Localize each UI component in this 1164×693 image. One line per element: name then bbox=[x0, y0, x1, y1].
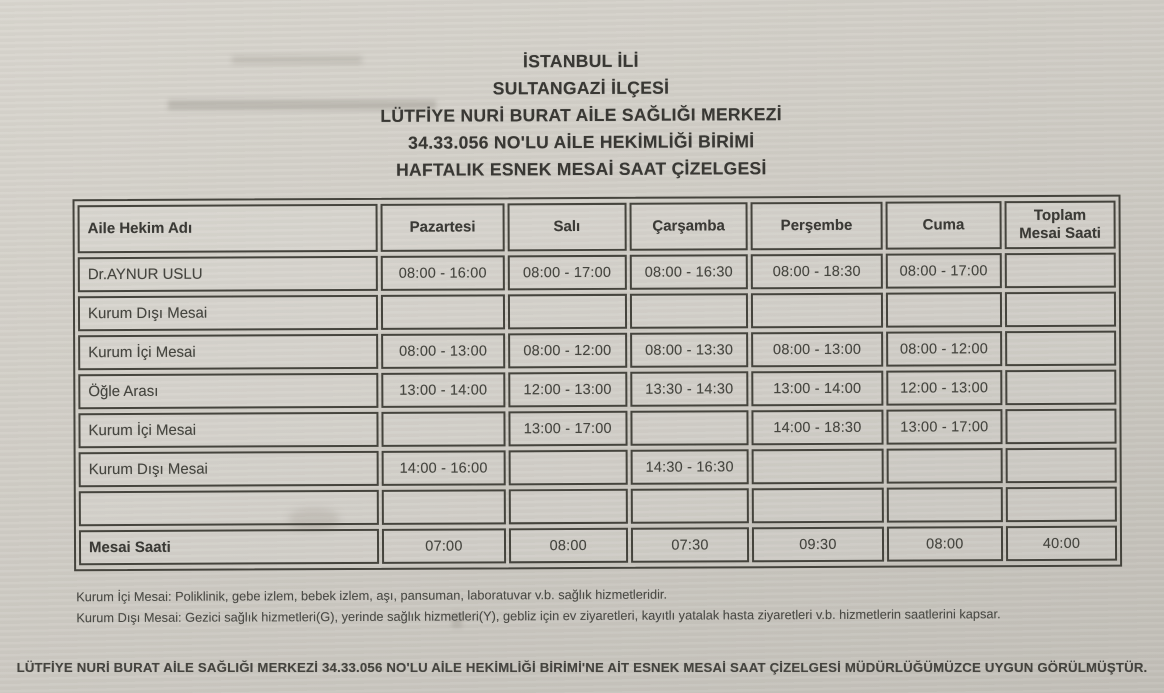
time-cell bbox=[1005, 331, 1116, 366]
row-label: Mesai Saati bbox=[79, 529, 379, 565]
time-cell: 12:00 - 13:00 bbox=[886, 370, 1002, 406]
column-header-total-hours: Toplam Mesai Saati bbox=[1004, 201, 1115, 249]
time-cell bbox=[751, 293, 883, 329]
time-cell: 08:00 - 13:00 bbox=[751, 332, 883, 368]
table-row bbox=[78, 292, 1116, 332]
time-cell: 08:00 - 17:00 bbox=[507, 255, 626, 291]
time-cell: 13:00 - 14:00 bbox=[751, 371, 883, 407]
approval-line: LÜTFİYE NURİ BURAT AİLE SAĞLIĞI MERKEZİ 34.33.056 NO'LU AİLE HEKİMLİĞİ BİRİMİ'NE AİT ESNEK MESAİ SAAT ÇİZELGESİ MÜDÜRLÜĞÜMÜZCE UYGUN GÖRÜLMÜŞTÜR. bbox=[16, 660, 1148, 675]
time-cell bbox=[631, 488, 749, 524]
column-header-monday: Pazartesi bbox=[381, 203, 505, 252]
column-header-tuesday: Salı bbox=[507, 203, 626, 252]
table-row bbox=[78, 370, 1116, 410]
schedule-table-body bbox=[78, 253, 1117, 566]
time-cell bbox=[1005, 409, 1116, 444]
row-label: Kurum İçi Mesai bbox=[78, 412, 378, 448]
table-row bbox=[78, 409, 1116, 449]
time-cell: 09:30 bbox=[752, 527, 884, 563]
row-label: Kurum İçi Mesai bbox=[78, 334, 378, 370]
row-label: Kurum Dışı Mesai bbox=[78, 295, 378, 331]
time-cell bbox=[1005, 292, 1116, 327]
time-cell bbox=[1006, 487, 1117, 522]
time-cell bbox=[508, 450, 627, 486]
time-cell: 08:00 - 16:00 bbox=[381, 255, 505, 291]
time-cell: 08:00 - 18:30 bbox=[751, 254, 883, 290]
row-label bbox=[79, 490, 379, 526]
table-row bbox=[79, 448, 1117, 488]
title-line-district: SULTANGAZİ İLÇESİ bbox=[492, 77, 670, 99]
time-cell bbox=[382, 489, 506, 525]
column-header-wednesday: Çarşamba bbox=[629, 202, 747, 251]
title-line-schedule: HAFTALIK ESNEK MESAİ SAAT ÇİZELGESİ bbox=[396, 158, 767, 180]
footnote-out-institution: Kurum Dışı Mesai: Gezici sağlık hizmetleri(G), yerinde sağlık hizmetleri(Y), gebliz için ev ziyaretleri, kayıtlı yatalak hasta ziyaretleri v.b. hizmetlerin saatlerini kapsar. bbox=[76, 606, 1001, 626]
time-cell: 12:00 - 13:00 bbox=[508, 372, 627, 408]
time-cell: 08:00 - 16:30 bbox=[630, 254, 748, 290]
column-header-doctor-name: Aile Hekim Adı bbox=[78, 204, 378, 253]
time-cell: 14:00 - 16:00 bbox=[382, 450, 506, 486]
time-cell bbox=[886, 487, 1002, 523]
time-cell: 08:00 bbox=[509, 528, 628, 564]
table-row bbox=[78, 253, 1116, 293]
time-cell: 08:00 - 17:00 bbox=[885, 253, 1001, 289]
time-cell bbox=[630, 410, 748, 446]
time-cell bbox=[1006, 448, 1117, 483]
time-cell: 08:00 - 13:30 bbox=[630, 332, 748, 368]
time-cell bbox=[382, 411, 506, 447]
column-header-friday: Cuma bbox=[885, 201, 1001, 250]
table-row bbox=[79, 487, 1117, 527]
time-cell bbox=[508, 489, 627, 525]
title-line-unit: 34.33.056 NO'LU AİLE HEKİMLİĞİ BİRİMİ bbox=[408, 131, 755, 153]
time-cell: 13:00 - 17:00 bbox=[508, 411, 627, 447]
footnotes bbox=[76, 581, 1164, 628]
row-label: Kurum Dışı Mesai bbox=[79, 451, 379, 487]
time-cell bbox=[508, 294, 627, 330]
time-cell: 13:30 - 14:30 bbox=[630, 371, 748, 407]
schedule-table bbox=[72, 195, 1122, 572]
time-cell: 08:00 - 12:00 bbox=[508, 333, 627, 369]
time-cell: 08:00 - 13:00 bbox=[381, 333, 505, 369]
time-cell: 08:00 bbox=[887, 526, 1003, 562]
footnote-in-institution: Kurum İçi Mesai: Poliklinik, gebe izlem, bebek izlem, aşı, pansuman, laboratuvar v.b. sağlık hizmetleridir. bbox=[76, 586, 668, 605]
row-label: Dr.AYNUR USLU bbox=[78, 256, 378, 292]
table-row bbox=[78, 331, 1116, 371]
time-cell bbox=[381, 294, 505, 330]
schedule-table-wrap bbox=[72, 194, 1164, 571]
time-cell: 07:30 bbox=[631, 527, 749, 563]
table-row bbox=[79, 526, 1117, 566]
time-cell bbox=[1005, 253, 1116, 288]
time-cell: 14:30 - 16:30 bbox=[630, 449, 748, 485]
time-cell bbox=[752, 449, 884, 485]
time-cell bbox=[886, 292, 1002, 328]
title-line-province: İSTANBUL İLİ bbox=[522, 50, 639, 72]
time-cell bbox=[886, 448, 1002, 484]
time-cell: 14:00 - 18:30 bbox=[752, 410, 884, 446]
table-header-row bbox=[78, 201, 1116, 254]
time-cell bbox=[630, 293, 748, 329]
document-title-block bbox=[0, 0, 1163, 186]
row-label: Öğle Arası bbox=[78, 373, 378, 409]
time-cell: 08:00 - 12:00 bbox=[886, 331, 1002, 367]
time-cell: 13:00 - 17:00 bbox=[886, 409, 1002, 445]
time-cell bbox=[1005, 370, 1116, 405]
title-line-center: LÜTFİYE NURİ BURAT AİLE SAĞLIĞI MERKEZİ bbox=[380, 104, 782, 126]
column-header-thursday: Perşembe bbox=[751, 202, 883, 251]
time-cell bbox=[752, 488, 884, 524]
time-cell: 13:00 - 14:00 bbox=[381, 372, 505, 408]
time-cell: 40:00 bbox=[1006, 526, 1117, 561]
time-cell: 07:00 bbox=[382, 528, 506, 564]
